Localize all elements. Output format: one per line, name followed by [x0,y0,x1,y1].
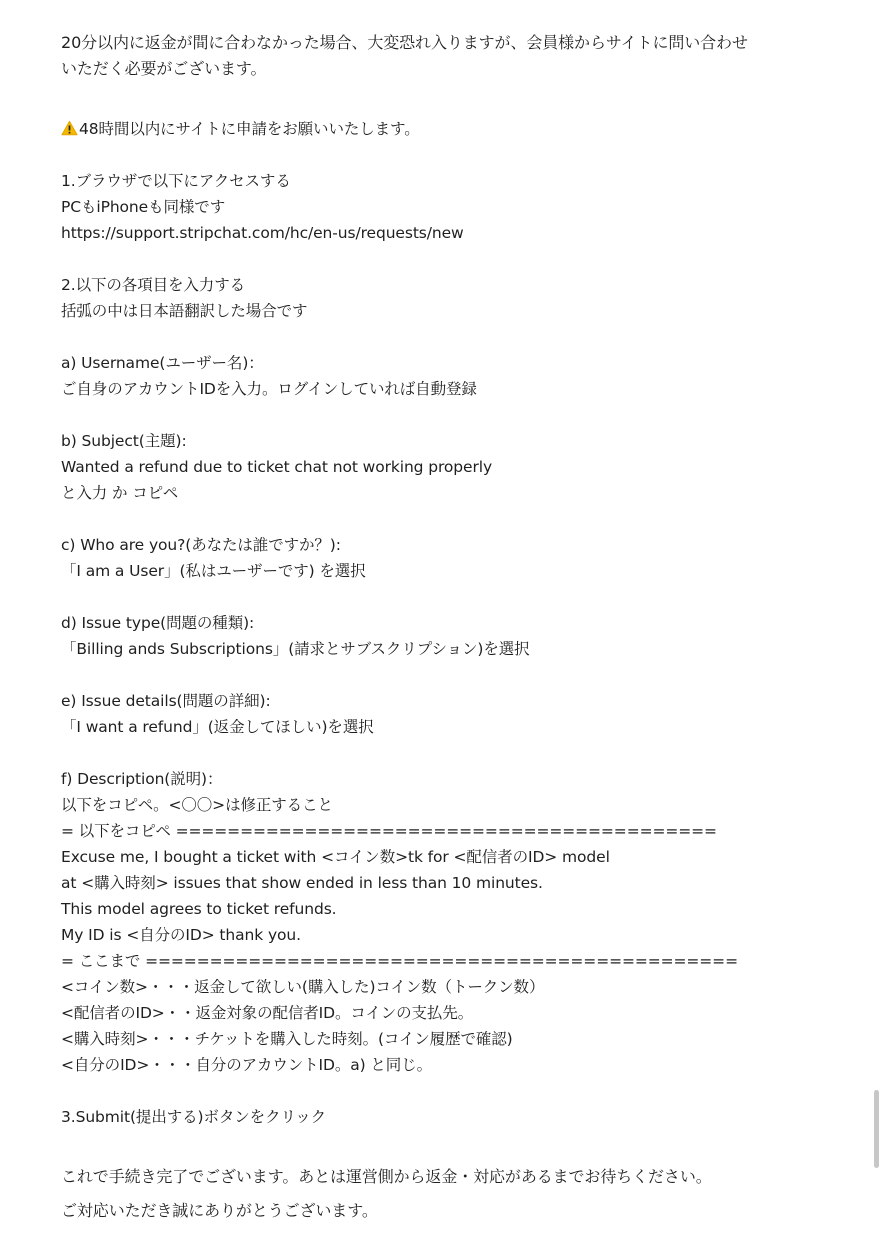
warning-line [61,116,420,142]
scrollbar-thumb[interactable] [874,1090,879,1168]
field-c-value: 「I am a User」(私はユーザーです) を選択 [61,562,366,580]
field-b-value-2: と入力 か コピペ [61,484,179,502]
template-line: My ID is <自分のID> thank you. [61,926,301,944]
warning-text: 48時間以内にサイトに申請をお願いいたします。 [79,120,420,138]
field-a-label: a) Username(ユーザー名)： [61,354,264,372]
field-e-value: 「I want a refund」(返金してほしい)を選択 [61,718,374,736]
step1-note: PCもiPhoneも同様です [61,198,226,216]
field-e-label: e) Issue details(問題の詳細): [61,692,271,710]
closing-line-2: ご対応いただき誠にありがとうございます。 [61,1201,378,1220]
field-c-label: c) Who are you?(あなたは誰ですか？): [61,536,341,554]
legend-item: <自分のID>・・・自分のアカウントID。a) と同じ。 [61,1056,433,1074]
step1-title: 1.ブラウザで以下にアクセスする [61,172,291,190]
legend-item: <配信者のID>・・返金対象の配信者ID。コインの支払先。 [61,1004,474,1022]
template-line: Excuse me, I bought a ticket with <コイン数>tk for <配信者のID> model [61,848,610,866]
step2-note: 括弧の中は日本語翻訳した場合です [61,302,308,320]
template-line: This model agrees to ticket refunds. [61,900,337,918]
warning-icon [61,120,78,136]
field-f-value: 以下をコピペ。<〇〇>は修正すること [61,796,333,814]
copy-start-divider: = 以下をコピペ ========================================== [61,822,717,840]
step3-title: 3.Submit(提出する)ボタンをクリック [61,1108,327,1126]
field-f-label: f) Description(説明)： [61,770,223,788]
intro-line-1: 20分以内に返金が間に合わなかった場合、大変恐れ入りますが、会員様からサイトに問い合わせ [61,33,748,52]
field-d-label: d) Issue type(問題の種類): [61,614,255,632]
field-b-value-1: Wanted a refund due to ticket chat not working properly [61,458,493,476]
step2-title: 2.以下の各項目を入力する [61,276,245,294]
field-d-value: 「Billing ands Subscriptions」(請求とサブスクリプション)を選択 [61,640,530,658]
field-a-value: ご自身のアカウントIDを入力。ログインしていれば自動登録 [61,380,477,398]
template-line: at <購入時刻> issues that show ended in less than 10 minutes. [61,874,543,892]
closing-line-1: これで手続き完了でございます。あとは運営側から返金・対応があるまでお待ちください。 [61,1167,712,1186]
copy-end-divider: = ここまで ============================================== [61,952,738,970]
step1-url[interactable]: https://support.stripchat.com/hc/en-us/requests/new [61,224,464,242]
field-b-label: b) Subject(主題): [61,432,187,450]
intro-line-2: いただく必要がございます。 [61,59,267,78]
legend-item: <購入時刻>・・・チケットを購入した時刻。(コイン履歴で確認) [61,1030,513,1048]
legend-item: <コイン数>・・・返金して欲しい(購入した)コイン数（トークン数） [61,978,545,996]
